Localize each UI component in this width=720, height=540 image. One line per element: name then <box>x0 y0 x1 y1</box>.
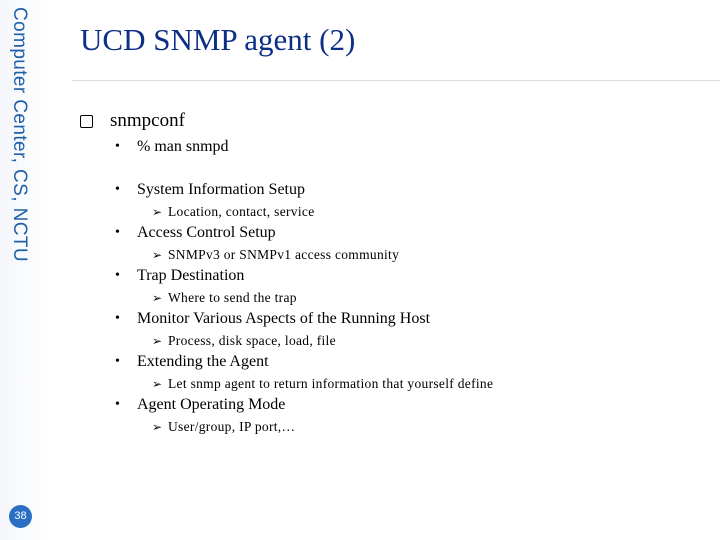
arrow-bullet-icon: ➢ <box>152 291 163 305</box>
bullet-dot-icon: • <box>115 268 120 283</box>
arrow-bullet-icon: ➢ <box>152 420 163 434</box>
sub-item: Location, contact, service <box>168 204 315 219</box>
bullet-dot-icon: • <box>115 182 120 197</box>
sidebar-title: Computer Center, CS, NCTU <box>9 7 30 262</box>
arrow-bullet-icon: ➢ <box>152 334 163 348</box>
arrow-bullet-icon: ➢ <box>152 205 163 219</box>
list-item: Monitor Various Aspects of the Running Host <box>137 310 431 327</box>
bullet-dot-icon: • <box>115 139 120 154</box>
slide-title: UCD SNMP agent (2) <box>80 22 356 57</box>
bullet-dot-icon: • <box>115 354 120 369</box>
list-item: System Information Setup <box>137 181 305 198</box>
sub-item: Process, disk space, load, file <box>168 333 336 348</box>
square-bullet-icon <box>80 115 93 128</box>
sub-item: Where to send the trap <box>168 290 297 305</box>
sub-item: Let snmp agent to return information that yourself define <box>168 376 494 391</box>
bullet-dot-icon: • <box>115 397 120 412</box>
sub-item: SNMPv3 or SNMPv1 access community <box>168 247 400 262</box>
arrow-bullet-icon: ➢ <box>152 248 163 262</box>
list-item: Agent Operating Mode <box>137 396 286 413</box>
sidebar <box>0 0 48 540</box>
list-item: Trap Destination <box>137 267 245 284</box>
sub-item: User/group, IP port,… <box>168 419 296 434</box>
bullet-dot-icon: • <box>115 311 120 326</box>
list-item: Access Control Setup <box>137 224 276 241</box>
page-number-badge: 38 <box>9 505 32 528</box>
list-item: % man snmpd <box>137 138 229 155</box>
title-divider <box>72 80 720 81</box>
section-heading: snmpconf <box>110 110 185 131</box>
list-item: Extending the Agent <box>137 353 269 370</box>
bullet-dot-icon: • <box>115 225 120 240</box>
arrow-bullet-icon: ➢ <box>152 377 163 391</box>
